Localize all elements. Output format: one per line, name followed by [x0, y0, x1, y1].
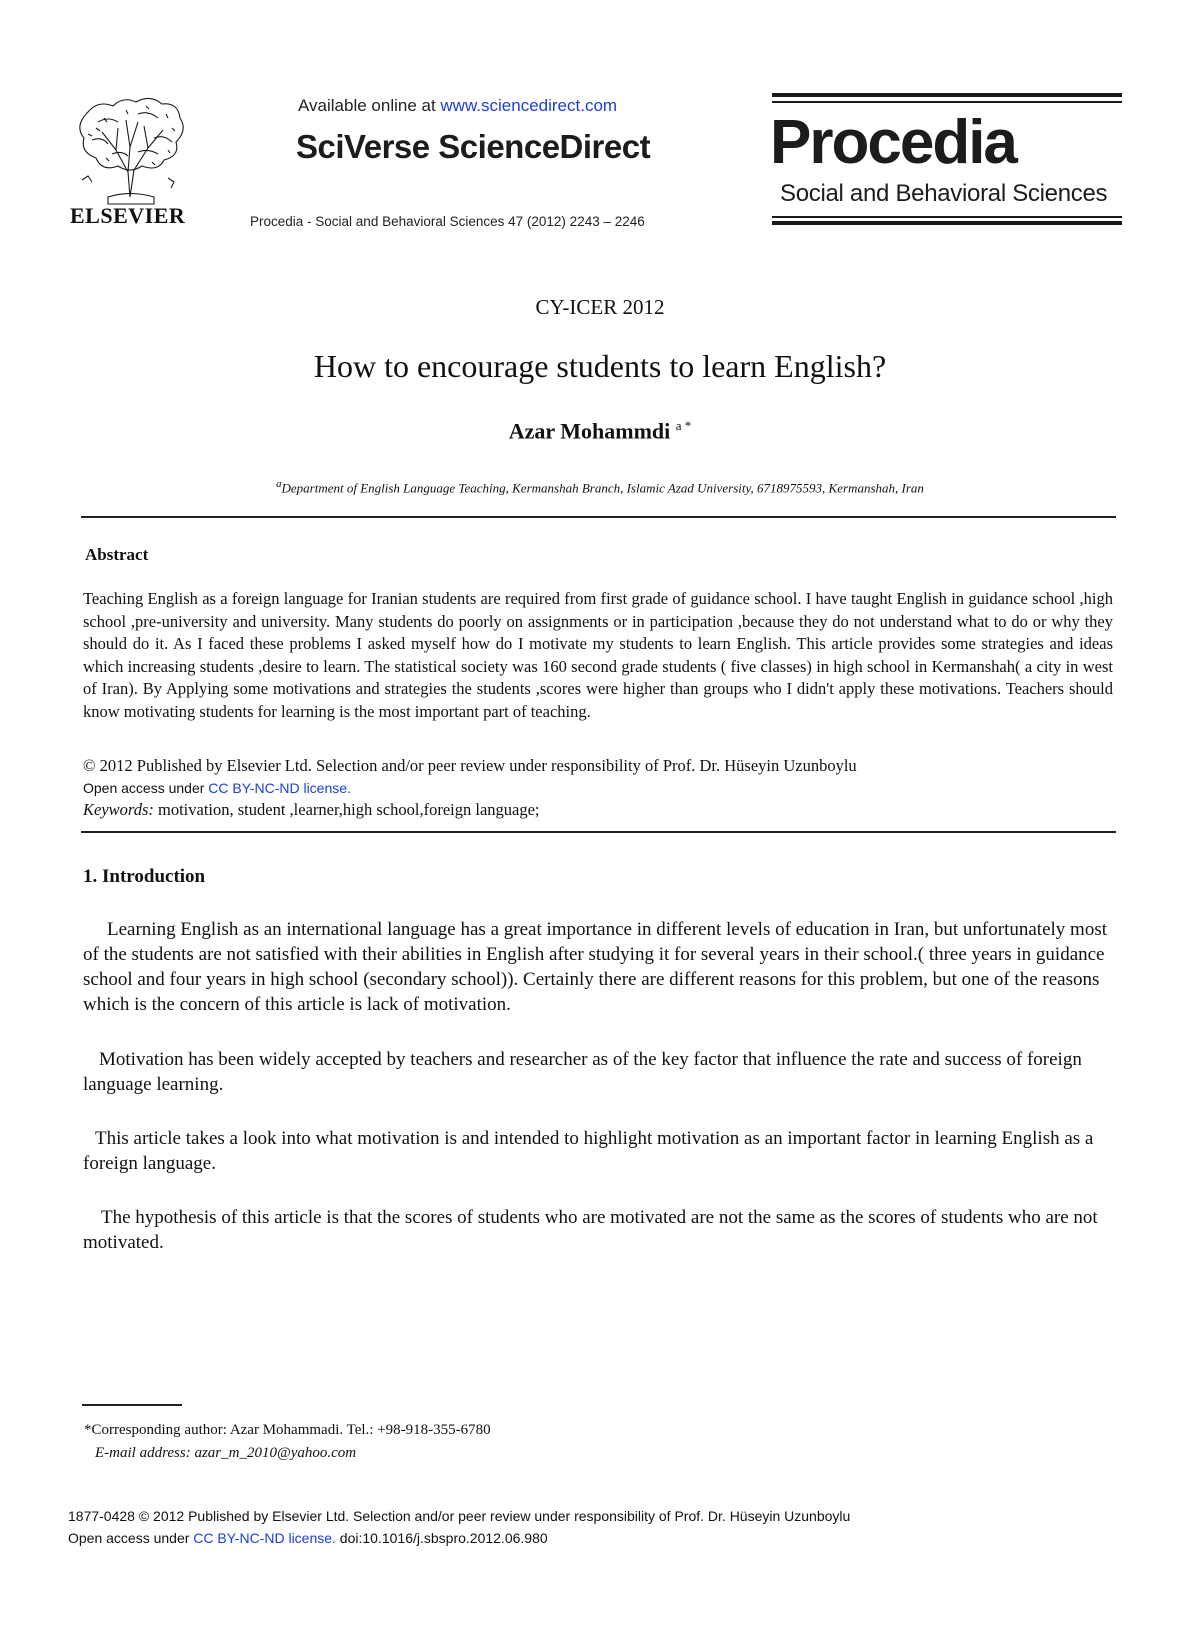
paragraph-text: This article takes a look into what motivation is and intended to highlight motivation as an important factor in learning English as a foreign language.: [83, 1128, 1094, 1174]
procedia-top-rule-thin: [772, 101, 1122, 103]
paper-title: How to encourage students to learn English?: [313, 348, 887, 384]
journal-name: Procedia: [770, 108, 1016, 177]
email-note: [95, 1445, 356, 1462]
paragraph-text: Learning English as an international language has a great importance in different levels of education in Iran, but unfortunately most of the students are not satisfied with their abilities in English after studying it for several years in their school.( three years in guidance school and four years in high school (secondary school)). Certainly there are different reasons for this problem, but one of the reasons which is the concern of this article is lack of motivation.: [83, 919, 1107, 1015]
author-marks: a *: [675, 418, 692, 433]
intro-paragraph-2: [83, 1047, 1113, 1097]
abstract-text: Teaching English as a foreign language for Iranian students are required from first grade of guidance school. I have taught English in guidance school ,high school ,pre-university and university. Many students do poorly on assignments or in participation ,because they do not understand what to do or why they should do it. As I faced these problems I asked myself how do I motivate my students to learn English. This article provides some strategies and ideas which increasing students ,desire to learn. The statistical society was 160 second grade students ( five classes) in high school in Kermanshah( a city in west of Iran). By Applying some motivations and strategies the students ,scores were higher than groups who I didn't apply these motivations. Teachers should know motivating students for learning is the most important part of teaching.: [83, 589, 1113, 721]
author-line: [0, 418, 1200, 444]
procedia-bottom-rule-thin: [772, 216, 1122, 218]
email-value: azar_m_2010@yahoo.com: [190, 1445, 357, 1461]
abstract-bottom-rule: [81, 831, 1116, 833]
paragraph-text: The hypothesis of this article is that the scores of students who are motivated are not the same as the scores of students who are not motivated.: [83, 1207, 1098, 1253]
available-prefix: Available online at: [298, 96, 441, 115]
email-label: E-mail address:: [95, 1445, 191, 1461]
intro-paragraph-3: [83, 1126, 1113, 1176]
affiliation-text: Department of English Language Teaching, Kermanshah Branch, Islamic Azad University, 6718975593, Kermanshah, Iran: [281, 480, 924, 496]
open-access-line: [83, 780, 351, 796]
abstract-heading: Abstract: [85, 545, 149, 564]
footer-open-access-prefix: Open access under: [68, 1530, 194, 1546]
corresponding-author-note: *Corresponding author: Azar Mohammadi. Tel.: +98-918-355-6780: [84, 1422, 491, 1438]
keywords-list: motivation, student ,learner,high school,foreign language;: [153, 800, 540, 819]
keywords-label: Keywords:: [83, 800, 154, 819]
affiliation-mark: a: [276, 478, 282, 490]
procedia-top-rule-thick: [772, 93, 1122, 97]
publisher-wordmark: ELSEVIER: [70, 203, 186, 228]
paragraph-text: Motivation has been widely accepted by teachers and researcher as of the key factor that influence the rate and success of foreign language learning.: [83, 1049, 1082, 1095]
sciencedirect-link[interactable]: www.sciencedirect.com: [440, 96, 618, 115]
keywords-line: [83, 800, 540, 820]
intro-paragraph-1: [83, 917, 1113, 1017]
doi: doi:10.1016/j.sbspro.2012.06.980: [335, 1530, 548, 1546]
journal-reference: Procedia - Social and Behavioral Sciences 47 (2012) 2243 – 2246: [250, 214, 645, 229]
intro-paragraph-4: [83, 1205, 1113, 1255]
abstract-top-rule: [81, 516, 1116, 518]
copyright-line: © 2012 Published by Elsevier Ltd. Selection and/or peer review under responsibility of Prof. Dr. Hüseyin Uzunboylu: [83, 756, 857, 775]
platform-name: SciVerse ScienceDirect: [296, 128, 651, 165]
footnote-rule: [82, 1404, 182, 1406]
author-name: Azar Mohammdi: [508, 418, 671, 444]
license-link[interactable]: CC BY-NC-ND license.: [208, 780, 351, 796]
affiliation: [0, 478, 1200, 496]
open-access-prefix: Open access under: [83, 780, 209, 796]
available-online-line: [298, 96, 617, 116]
footer-open-access-line: [68, 1530, 548, 1546]
section-heading: 1. Introduction: [83, 866, 206, 887]
footer-license-link[interactable]: CC BY-NC-ND license.: [193, 1530, 336, 1546]
journal-subtitle: Social and Behavioral Sciences: [780, 180, 1108, 207]
conference-name: CY-ICER 2012: [535, 295, 665, 319]
issn-copyright-line: 1877-0428 © 2012 Published by Elsevier Ltd. Selection and/or peer review under responsibility of Prof. Dr. Hüseyin Uzunboylu: [68, 1508, 851, 1524]
procedia-bottom-rule-thick: [772, 221, 1122, 225]
